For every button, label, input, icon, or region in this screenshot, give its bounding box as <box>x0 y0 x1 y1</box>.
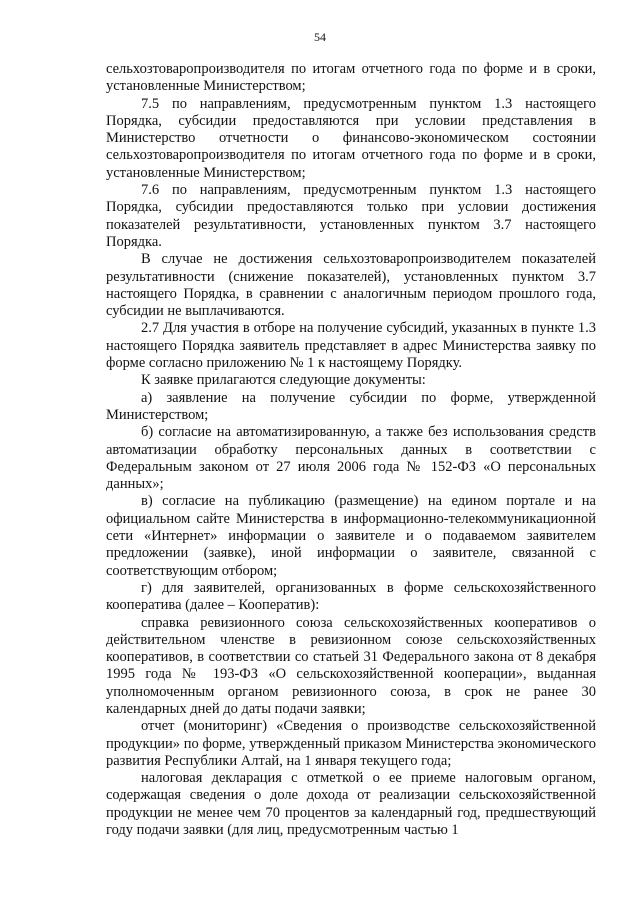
paragraph-revision-union: справка ревизионного союза сельскохозяйственных кооперативов о действительном членстве в ревизионном союзе сельскохозяйственных кооперативов, в соответствии со статьей 31 Федерального закона от 8 декабря 1995 года № 193-ФЗ «О сельскохозяйственной кооперации», выданная уполномоченным органом ревизионного союза, в срок не ранее 30 календарных дней до даты подачи заявки; <box>106 614 596 717</box>
list-item-g: г) для заявителей, организованных в форме сельскохозяйственного кооператива (далее – Кооператив): <box>106 579 596 614</box>
paragraph-7-6: 7.6 по направлениям, предусмотренным пунктом 1.3 настоящего Порядка, субсидии предоставляются только при условии достижения показателей результативности, установленных пунктом 3.7 настоящего Порядка. <box>106 182 596 250</box>
paragraph-1: сельхозтоваропроизводителя по итогам отчетного года по форме и в сроки, установленные Министерством; <box>106 61 596 95</box>
list-item-b: б) согласие на автоматизированную, а также без использования средств автоматизации обработку персональных данных в соответствии с Федеральным законом от 27 июля 2006 года № 152-ФЗ «О персональных данных»; <box>106 424 596 493</box>
paragraph-2-7: 2.7 Для участия в отборе на получение субсидий, указанных в пункте 1.3 настоящего Порядка заявитель представляет в адрес Министерства заявку по форме согласно приложению № 1 к настоящему Порядку. <box>106 320 596 372</box>
list-item-v: в) согласие на публикацию (размещение) на едином портале и на официальном сайте Министерства в информационно-телекоммуникационной сети «Интернет» информации о заявителе и о подаваемом заявителем предложении (заявке), иной информации о заявителе, связанной с соответствующим отбором; <box>106 493 596 579</box>
document-body <box>106 61 596 839</box>
paragraph-non-achievement: В случае не достижения сельхозтоваропроизводителем показателей результативности (снижение показателей), установленных пунктом 3.7 настоящего Порядка, в сравнении с аналогичным периодом прошлого года, субсидии не выплачиваются. <box>106 251 596 320</box>
paragraph-7-5: 7.5 по направлениям, предусмотренным пунктом 1.3 настоящего Порядка, субсидии предоставляются при условии представления в Министерство отчетности о финансово-экономическом состоянии сельхозтоваропроизводителя по итогам отчетного года по форме и в сроки, установленные Министерством; <box>106 95 596 181</box>
paragraph-documents-intro: К заявке прилагаются следующие документы: <box>141 372 426 389</box>
paragraph-tax-declaration: налоговая декларация с отметкой о ее приеме налоговым органом, содержащая сведения о доле дохода от реализации сельскохозяйственной продукции не менее чем 70 процентов за календарный год, предшествующий году подачи заявки (для лиц, предусмотренным частью 1 <box>106 770 596 839</box>
list-item-a: а) заявление на получение субсидии по форме, утвержденной Министерством; <box>106 389 596 423</box>
page-number: 54 <box>314 30 326 44</box>
paragraph-monitoring-report: отчет (мониторинг) «Сведения о производстве сельскохозяйственной продукции» по форме, утвержденный приказом Министерства экономического развития Республики Алтай, на 1 января текущего года; <box>106 718 596 769</box>
